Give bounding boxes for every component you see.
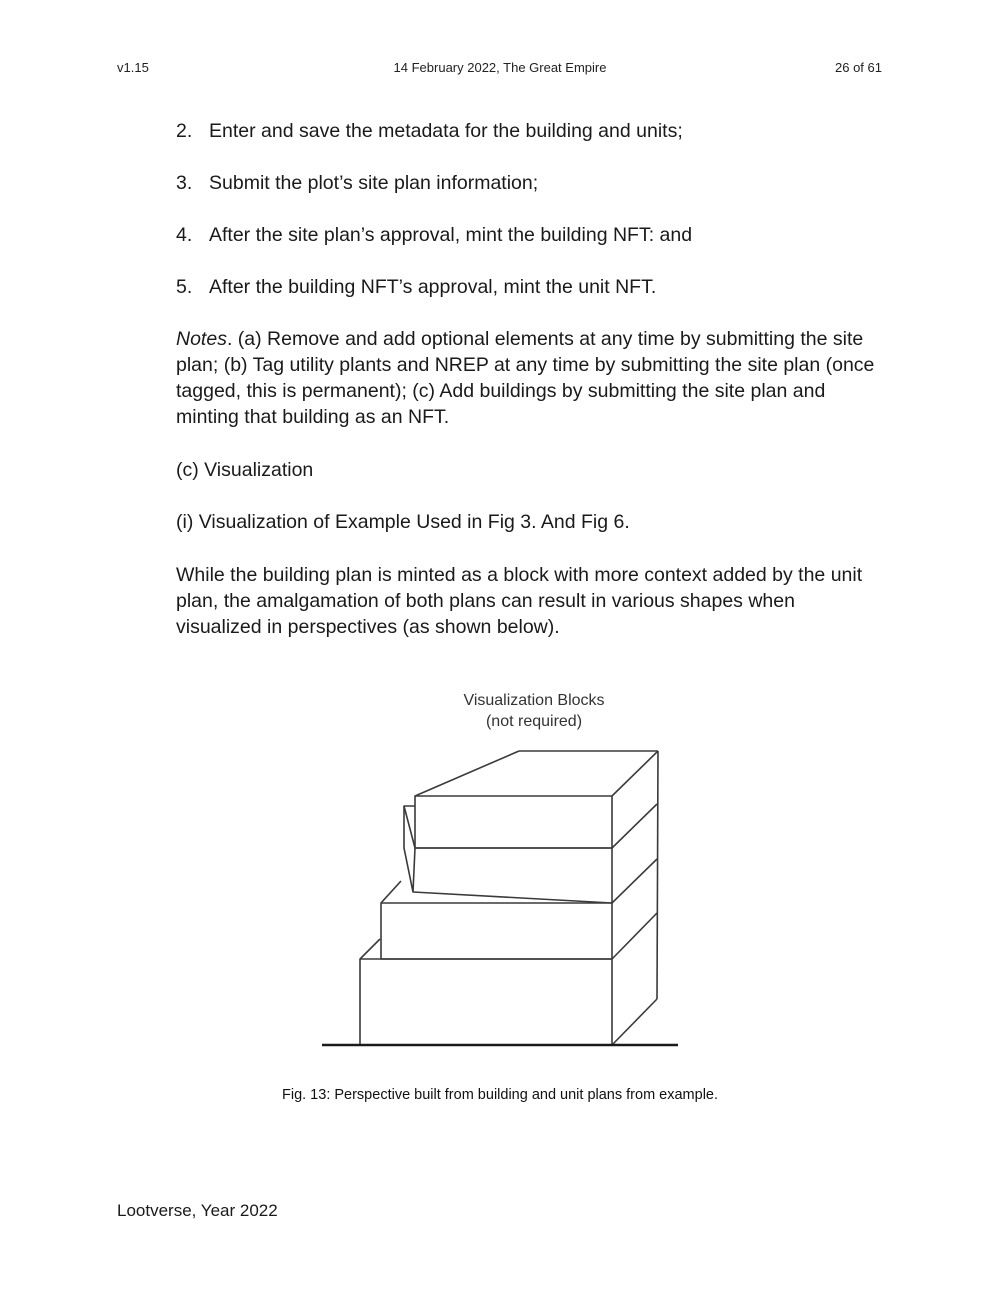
section-heading: (c) Visualization	[176, 459, 314, 481]
figure-title-line1: Visualization Blocks	[463, 692, 605, 709]
block-top-edge	[415, 751, 519, 796]
block-second-edge	[381, 881, 401, 903]
list-item-text: After the building NFT’s approval, mint the unit NFT.	[209, 276, 657, 298]
figure-title-line2: (not required)	[485, 713, 583, 730]
list-item-number: 4.	[176, 224, 193, 246]
block-offset-diagonal	[404, 806, 415, 848]
block-third	[413, 848, 612, 903]
list-item-number: 3.	[176, 172, 193, 194]
block-third-depth	[612, 804, 657, 848]
figure-caption: Fig. 13: Perspective built from building and unit plans from example.	[281, 1087, 719, 1103]
header-title: 14 February 2022, The Great Empire	[393, 60, 607, 75]
block-second	[381, 903, 612, 959]
block-second-depth	[612, 859, 657, 903]
block-bottom-depth	[612, 913, 657, 959]
notes-text: . (a) Remove and add optional elements at any time by submitting the site plan; (b) Tag utility plants and NREP at any time by submitting the site plan (once tagged, this is permanent); (c) Add buildings by submitting the site plan and minting that building as an NFT.	[176, 328, 875, 428]
block-bottom	[360, 959, 612, 1045]
block-bottom-edge	[360, 939, 380, 959]
block-top-depth	[612, 751, 658, 796]
notes-label: Notes	[176, 328, 227, 350]
block-top	[415, 796, 612, 848]
footer-text: Lootverse, Year 2022	[117, 1201, 278, 1220]
subsection-heading: (i) Visualization of Example Used in Fig 3. And Fig 6.	[176, 511, 630, 533]
list-item-number: 5.	[176, 276, 193, 298]
list-item-number: 2.	[176, 120, 193, 142]
list-item-text: After the site plan’s approval, mint the building NFT: and	[209, 224, 693, 246]
header-page-number: 26 of 61	[835, 60, 882, 75]
block-back-vertical	[657, 751, 658, 999]
list-item-text: Enter and save the metadata for the building and units;	[209, 120, 683, 142]
list-item-text: Submit the plot’s site plan information;	[209, 172, 539, 194]
header-version: v1.15	[117, 60, 149, 75]
body-paragraph: While the building plan is minted as a block with more context added by the unit plan, the amalgamation of both plans can result in various shapes when visualized in perspectives (as shown below).	[176, 564, 863, 638]
block-bottom-depth-base	[612, 999, 657, 1045]
